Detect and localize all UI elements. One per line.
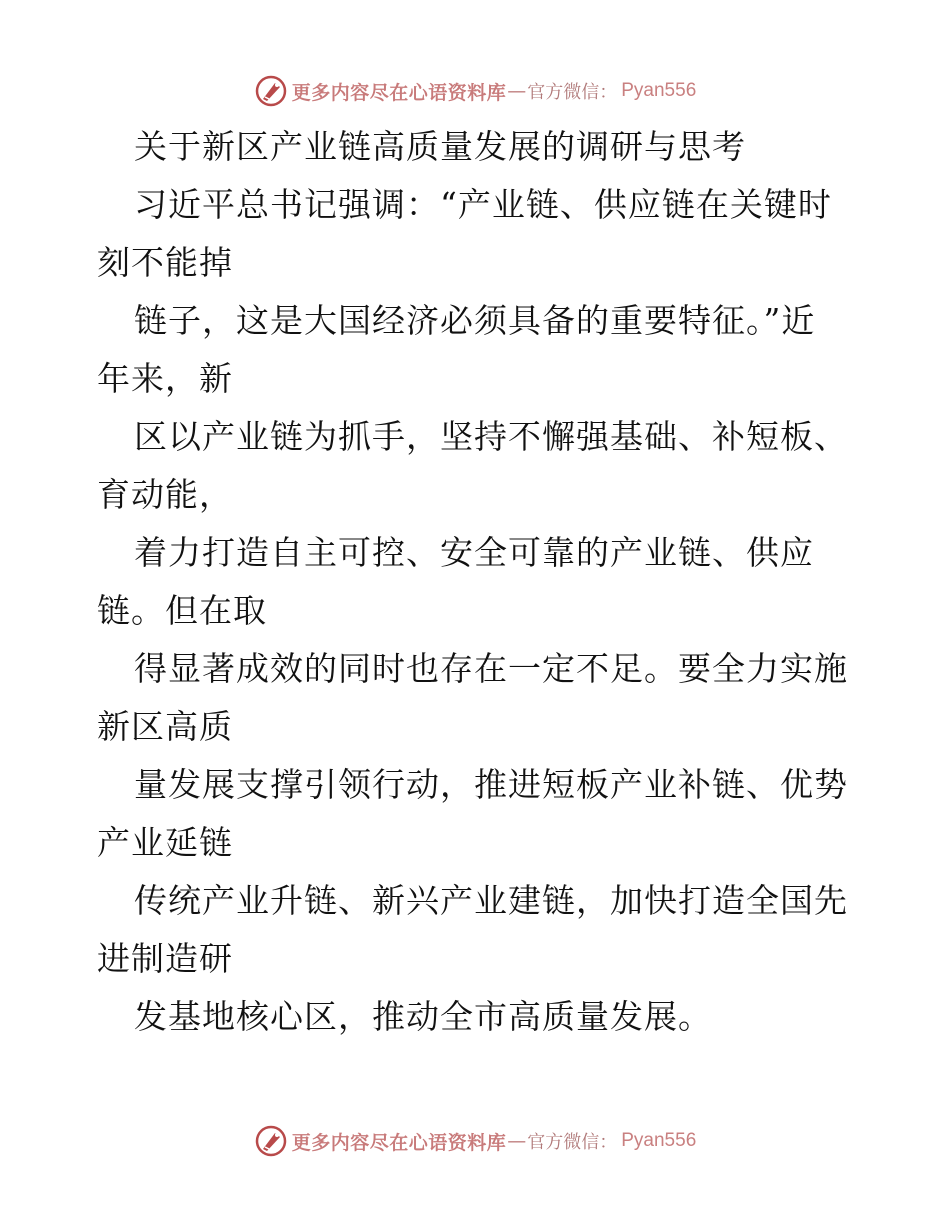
paragraph-line: 习近平总书记强调：“产业链、供应链在关键时: [134, 185, 832, 224]
watermark-separator: —: [507, 80, 527, 102]
watermark-separator: —: [507, 1130, 527, 1152]
pen-nib-circle-icon: [254, 1124, 288, 1158]
paragraph-line: 进制造研: [97, 939, 233, 978]
document-title: 关于新区产业链高质量发展的调研与思考: [134, 127, 746, 166]
watermark-wechat-label: 官方微信：: [527, 82, 618, 103]
watermark-main-text: 更多内容尽在心语资料库: [291, 81, 507, 104]
paragraph-line: 链。但在取: [97, 591, 267, 630]
paragraph-line: 得显著成效的同时也存在一定不足。要全力实施: [134, 649, 848, 688]
paragraph-line: 刻不能掉: [97, 243, 233, 282]
paragraph-line: 年来，新: [97, 359, 233, 398]
paragraph-line: 量发展支撑引领行动，推进短板产业补链、优势: [134, 765, 848, 804]
document-body: [97, 118, 867, 1046]
paragraph-line: 育动能，: [97, 475, 233, 514]
paragraph-line: 着力打造自主可控、安全可靠的产业链、供应: [134, 533, 814, 572]
pen-nib-circle-icon: [254, 74, 288, 108]
paragraph-line: 区以产业链为抓手，坚持不懈强基础、补短板、: [134, 417, 848, 456]
paragraph-line: 产业延链: [97, 823, 233, 862]
paragraph-line: 链子，这是大国经济必须具备的重要特征。”近: [134, 301, 816, 340]
paragraph-line: 传统产业升链、新兴产业建链，加快打造全国先: [134, 881, 848, 920]
watermark-wechat-id: Pyan556: [621, 1130, 697, 1151]
paragraph-line: 发基地核心区，推动全市高质量发展。: [134, 997, 712, 1036]
paragraph-line: 新区高质: [97, 707, 233, 746]
footer-watermark: [0, 1121, 950, 1161]
watermark-wechat-id: Pyan556: [621, 80, 697, 101]
watermark-main-text: 更多内容尽在心语资料库: [291, 1131, 507, 1154]
watermark-wechat-label: 官方微信：: [527, 1132, 618, 1153]
header-watermark: [0, 71, 950, 111]
